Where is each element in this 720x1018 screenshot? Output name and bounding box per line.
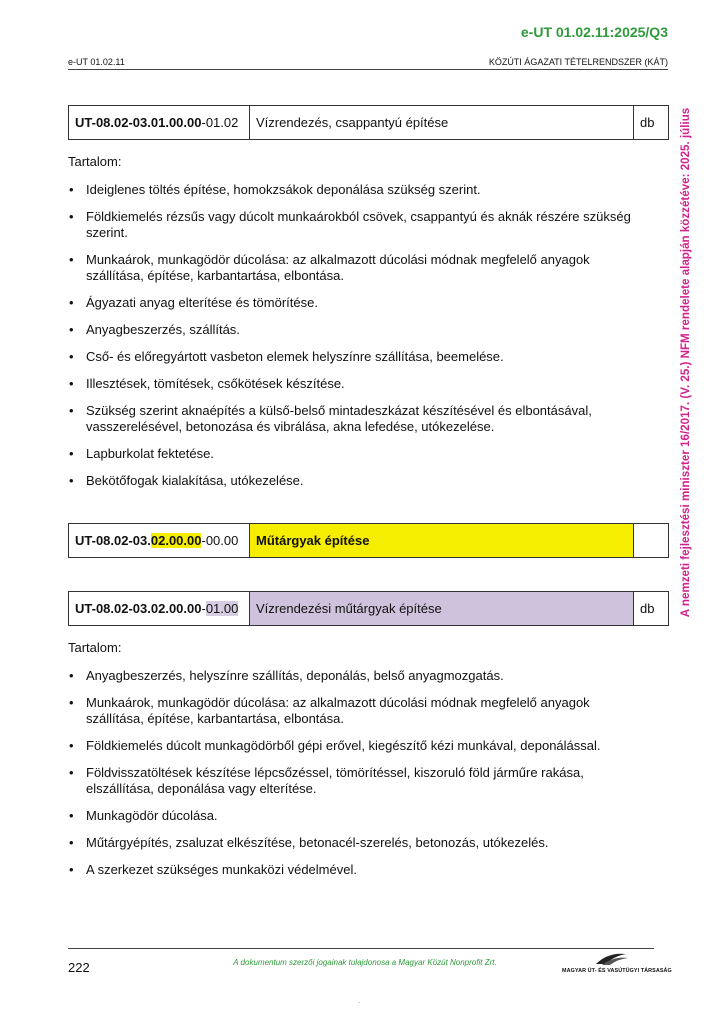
item-code (69, 106, 250, 140)
item-unit: db (634, 106, 669, 140)
item-unit: db (634, 592, 669, 626)
list-item: • Bekötőfogak kialakítása, utókezelése. (68, 473, 648, 489)
item-code (69, 524, 250, 558)
document-code: e-UT 01.02.11:2025/Q3 (520, 24, 668, 40)
society-logo (562, 950, 672, 974)
publication-side-note: A nemzeti fejlesztési miniszter 16/2017. (V. 25.) NFM rendelete alapján közzétéve: 2025. július (679, 107, 692, 618)
item-title: Vízrendezési műtárgyak építése (250, 592, 634, 626)
content-label: Tartalom: (68, 154, 122, 169)
item-code-prefix: UT-08.02-03. (75, 533, 151, 548)
item-unit (634, 524, 669, 558)
item3-content-list (68, 668, 648, 889)
list-item: • Földvisszatöltések készítése lépcsőzéssel, tömörítéssel, kiszoruló föld járműre rakása, elszállítása, deponálása vagy elterítése. (68, 765, 648, 797)
copyright-notice: A dokumentum szerzői jogainak tulajdonosa a Magyar Közút Nonprofit Zrt. (233, 958, 497, 967)
item-code-main: UT-08.02-03.02.00.00 (75, 601, 202, 616)
item-code-suffix: -01.02 (201, 115, 239, 130)
item-code-suffix: -00.00 (201, 533, 239, 548)
item-table-vizrendezesi-mutargyak (68, 591, 669, 626)
list-item: • Anyagbeszerzés, helyszínre szállítás, deponálás, belső anyagmozgatás. (68, 668, 648, 684)
header-divider (68, 69, 668, 70)
item-title: Műtárgyak építése (250, 524, 634, 558)
list-item: • Munkagödör dúcolása. (68, 808, 648, 824)
item1-content-list (68, 182, 648, 500)
table-row (69, 106, 669, 140)
item-table-vizrendezes-csappantyu (68, 105, 669, 140)
list-item: • Földkiemelés rézsűs vagy dúcolt munkaárokból csövek, csappantyú és aknák részére szükség szerint. (68, 209, 648, 241)
footer-divider (68, 948, 654, 949)
content-label: Tartalom: (68, 640, 122, 655)
list-item: • Munkaárok, munkagödör dúcolása: az alkalmazott dúcolási módnak megfelelő anyagok szállítása, építése, karbantartása, elbontása. (68, 695, 648, 727)
list-item: • Ideiglenes töltés építése, homokzsákok deponálása szükség szerint. (68, 182, 648, 198)
list-item: • Cső- és előregyártott vasbeton elemek helyszínre szállítása, beemelése. (68, 349, 648, 365)
item-code-highlight: 02.00.00 (150, 533, 202, 548)
list-item: • Földkiemelés dúcolt munkagödörből gépi erővel, kiegészítő kézi munkával, deponálással. (68, 738, 648, 754)
list-item: • Ágyazati anyag elterítése és tömörítése. (68, 295, 648, 311)
list-item: • A szerkezet szükséges munkaközi védelmével. (68, 862, 648, 878)
table-row (69, 524, 669, 558)
list-item: • Lapburkolat fektetése. (68, 446, 648, 462)
list-item: • Munkaárok, munkagödör dúcolása: az alkalmazott dúcolási módnak megfelelő anyagok szállítása, építése, karbantartása, elbontása. (68, 252, 648, 284)
list-item: • Illesztések, tömítések, csőkötések készítése. (68, 376, 648, 392)
item-code-highlight: 01.00 (205, 601, 239, 616)
running-header-left: e-UT 01.02.11 (68, 57, 125, 67)
item-code-main: UT-08.02-03.01.00.00 (75, 115, 202, 130)
item-table-mutargyak (68, 523, 669, 558)
item-title: Vízrendezés, csappantyú építése (250, 106, 634, 140)
list-item: • Műtárgyépítés, zsaluzat elkészítése, betonacél-szerelés, betonozás, utókezelés. (68, 835, 648, 851)
item-code-dash: - (201, 601, 206, 616)
item-code (69, 592, 250, 626)
running-header-right: KÖZÚTI ÁGAZATI TÉTELRENDSZER (KÁT) (488, 57, 668, 67)
table-row (69, 592, 669, 626)
list-item: • Anyagbeszerzés, szállítás. (68, 322, 648, 338)
page-number: 222 (68, 960, 90, 975)
road-swoosh-icon (562, 950, 654, 968)
footer-mark: . (358, 996, 361, 1005)
logo-text: MAGYAR ÚT- ÉS VASÚTÜGYI TÁRSASÁG (562, 968, 672, 974)
list-item: • Szükség szerint aknaépítés a külső-belső mintadeszkázat készítésével és elbontásával, vasszerelésével, betonozása és vibrálása, akna lefedése, utókezelése. (68, 403, 648, 435)
